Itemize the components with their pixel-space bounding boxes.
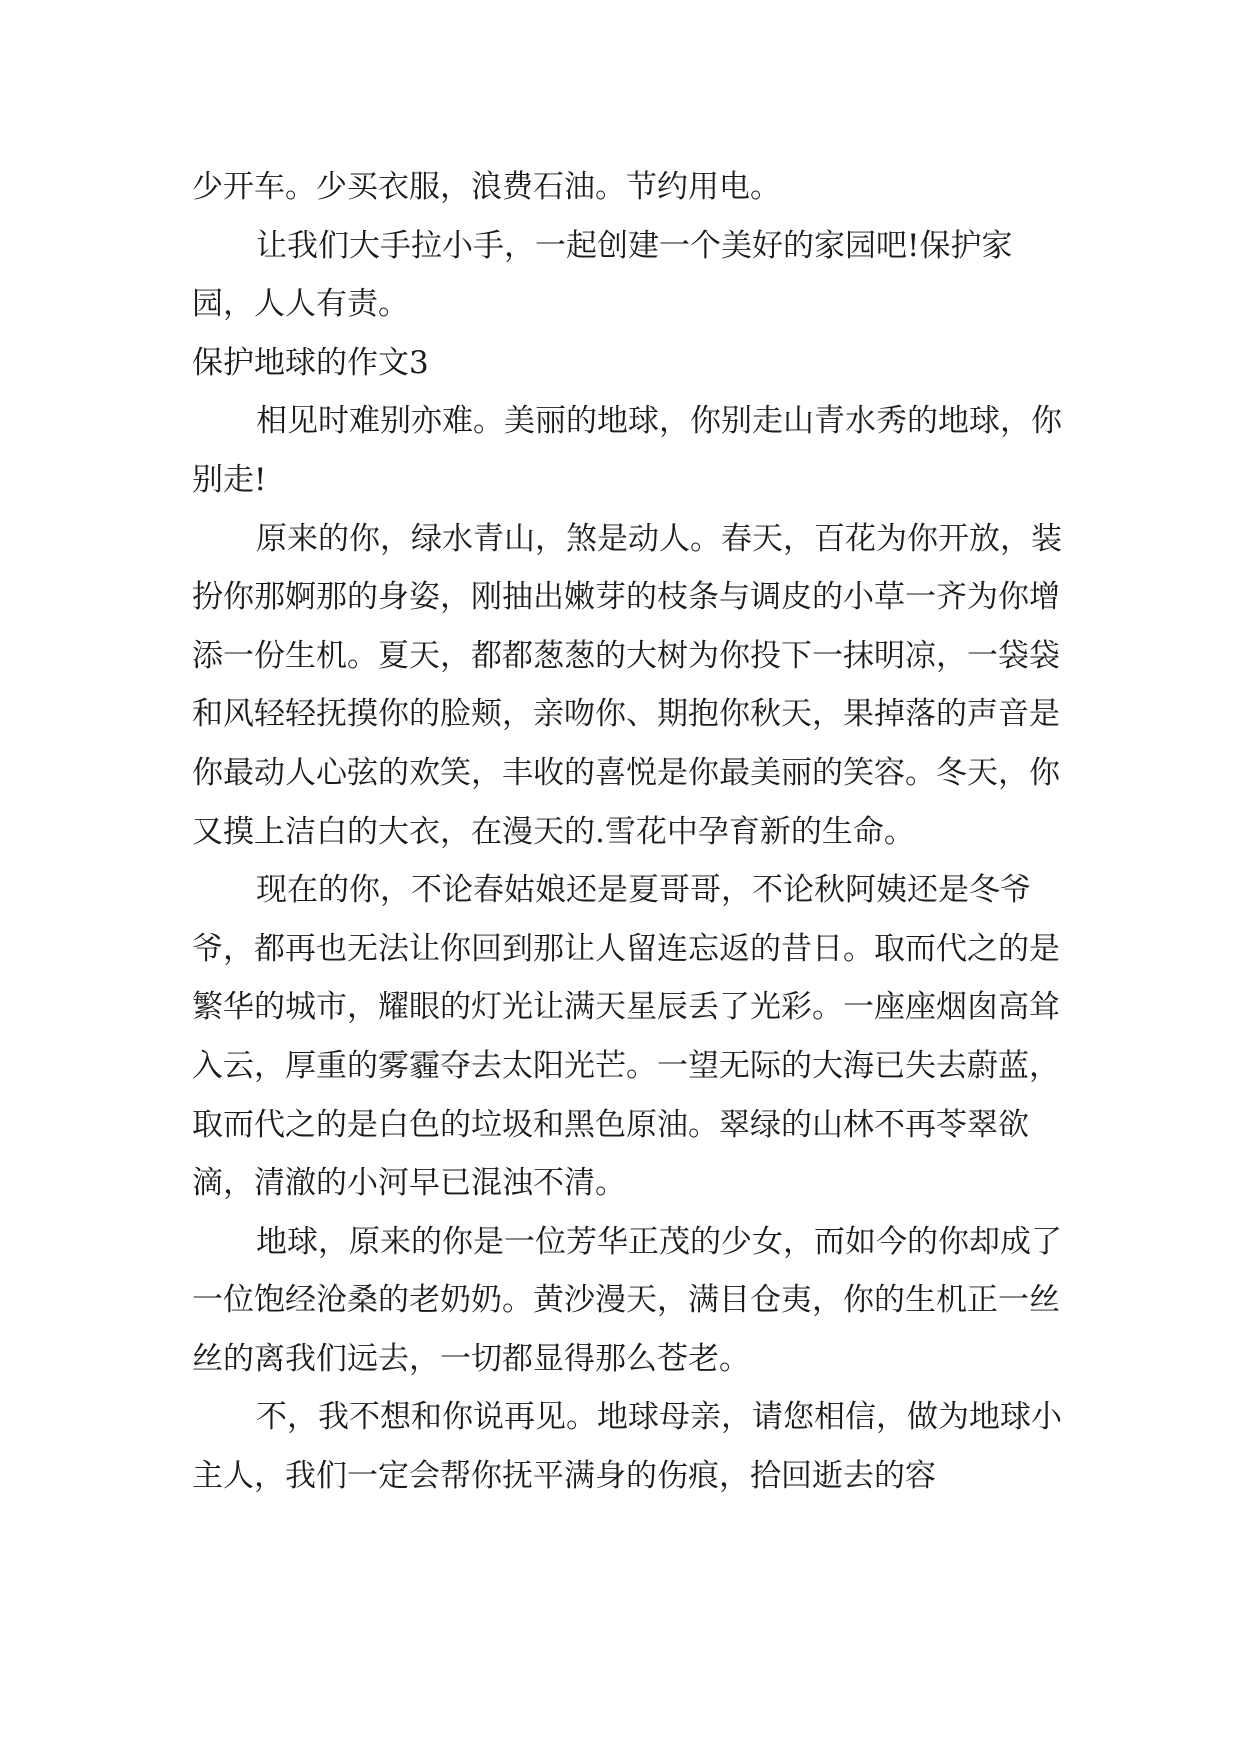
paragraph-farewell: 相见时难别亦难。美丽的地球，你别走山青水秀的地球，你别走! — [192, 403, 1062, 498]
paragraph-present-earth: 现在的你，不论春姑娘还是夏哥哥，不论秋阿姨还是冬爷爷，都再也无法让你回到那让人留连忘返的昔日。取而代之的是繁华的城市，耀眼的灯光让满天星辰丢了光彩。一座座烟囱高耸入云，厚重的雾霾夺去太阳光芒。一望无际的大海已失去蔚蓝，取而代之的是白色的垃圾和黑色原油。翠绿的山林不再苓翠欲滴，清澈的小河早已混浊不清。 — [192, 872, 1060, 1202]
document-body — [192, 158, 1064, 1506]
paragraph-aging-earth: 地球，原来的你是一位芳华正茂的少女，而如今的你却成了一位饱经沧桑的老奶奶。黄沙漫天，满目仓夷，你的生机正一丝丝的离我们远去，一切都显得那么苍老。 — [192, 1223, 1062, 1377]
paragraph-past-earth: 原来的你，绿水青山，煞是动人。春天，百花为你开放，装扮你那婀那的身姿，刚抽出嫩芽的枝条与调皮的小草一齐为你增添一份生机。夏天，都都葱葱的大树为你投下一抹明凉，一袋袋和风轻轻抚摸你的脸颊，亲吻你、期抱你秋天，果掉落的声音是你最动人心弦的欢笑，丰收的喜悦是你最美丽的笑容。冬天，你又摸上洁白的大衣，在漫天的.雪花中孕育新的生命。 — [192, 520, 1062, 850]
essay-title: 保护地球的作文3 — [192, 344, 429, 381]
paragraph-conservation-tips: 少开车。少买衣服，浪费石油。节约用电。 — [192, 169, 781, 205]
paragraph-promise: 不，我不想和你说再见。地球母亲，请您相信，做为地球小主人，我们一定会帮你抚平满身的伤痕，拾回逝去的容 — [192, 1399, 1062, 1495]
paragraph-protect-home: 让我们大手拉小手，一起创建一个美好的家园吧!保护家园，人人有责。 — [192, 227, 1013, 323]
